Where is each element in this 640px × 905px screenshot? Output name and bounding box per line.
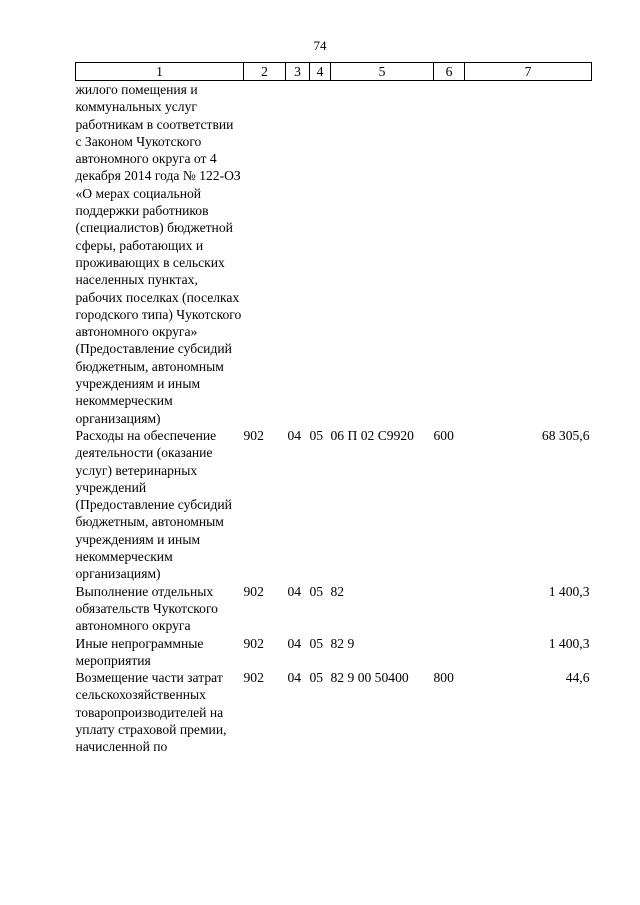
table-row: [76, 669, 592, 755]
ministry-code: 902: [243, 670, 264, 686]
target-article-code: 82: [330, 583, 345, 599]
table-row: [76, 81, 592, 427]
column-header-4: 4: [310, 63, 331, 81]
section-code: 04: [287, 670, 302, 686]
column-header-1: 1: [76, 63, 244, 81]
section-code: 04: [287, 583, 302, 599]
row-name: жилого помещения и коммунальных услуг работникам в соответствии с Законом Чукотского автономного округа от 4 декабря 2014 года № 122-ОЗ «О мерах социальной поддержки работников (специалистов) бюджетной сферы, работающих и проживающих в сельских населенных пунктах, рабочих поселках (поселках городского типа) Чукотского автономного округа» (Предоставление субсидий бюджетным, автономным учреждениям и иным некоммерческим организациям): [75, 82, 242, 426]
target-article-code: 82 9: [330, 635, 355, 651]
target-article-code: 06 П 02 С9920: [330, 427, 414, 443]
target-article-code: [331, 81, 434, 427]
column-header-2: 2: [244, 63, 286, 81]
column-header-5: 5: [331, 63, 434, 81]
table-row: [76, 427, 592, 583]
row-name: Возмещение части затрат сельскохозяйственных товаропроизводителей на уплату страховой премии, начисленной по: [75, 670, 227, 755]
ministry-code: 902: [243, 635, 264, 651]
table-row: [76, 583, 592, 635]
expense-type-code: [434, 583, 465, 635]
subsection-code: [310, 81, 331, 427]
subsection-code: 05: [309, 635, 324, 651]
row-name: Иные непрограммные мероприятия: [75, 635, 204, 668]
ministry-code: [244, 81, 286, 427]
ministry-code: 902: [243, 583, 264, 599]
budget-table: [75, 62, 592, 756]
column-number-row: [76, 63, 592, 81]
amount-value: 1 400,3: [548, 635, 590, 651]
expense-type-code: 800: [433, 670, 454, 686]
ministry-code: 902: [243, 427, 264, 443]
column-header-3: 3: [286, 63, 310, 81]
amount-value: 1 400,3: [548, 583, 590, 599]
subsection-code: 05: [309, 427, 324, 443]
section-code: 04: [287, 427, 302, 443]
column-header-6: 6: [434, 63, 465, 81]
subsection-code: 05: [309, 583, 324, 599]
amount-value: 44,6: [565, 670, 590, 686]
expense-type-code: [434, 81, 465, 427]
subsection-code: 05: [309, 670, 324, 686]
expense-type-code: [434, 635, 465, 670]
table-row: [76, 635, 592, 670]
section-code: [286, 81, 310, 427]
row-name: Выполнение отдельных обязательств Чукотского автономного округа: [75, 583, 218, 634]
amount-value: 68 305,6: [541, 427, 590, 443]
amount-value: [465, 81, 592, 427]
section-code: 04: [287, 635, 302, 651]
column-header-7: 7: [465, 63, 592, 81]
row-name: Расходы на обеспечение деятельности (оказание услуг) ветеринарных учреждений (Предоставление субсидий бюджетным, автономным учреждениям и иным некоммерческим организациям): [75, 427, 232, 582]
expense-type-code: 600: [433, 427, 454, 443]
page-number: 74: [313, 38, 327, 53]
target-article-code: 82 9 00 50400: [330, 670, 409, 686]
